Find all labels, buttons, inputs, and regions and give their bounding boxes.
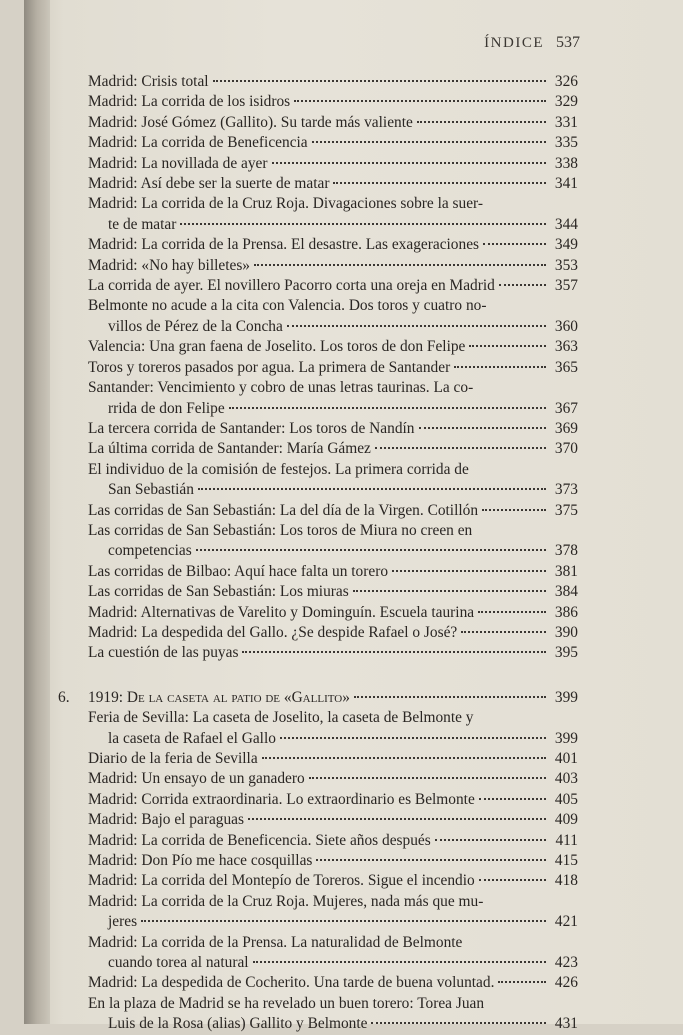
book-spine xyxy=(24,0,50,1024)
leader-dots xyxy=(461,631,546,633)
toc-entry-line xyxy=(88,871,578,891)
entry-text: Madrid: La despedida del Gallo. ¿Se despide Rafael o José? xyxy=(88,623,458,641)
entry-text: Madrid: Don Pío me hace cosquillas xyxy=(88,852,313,870)
leader-dots xyxy=(454,366,546,368)
toc-entry-line xyxy=(88,541,578,561)
leader-dots xyxy=(229,407,546,409)
toc-entry xyxy=(88,92,578,112)
leader-dots xyxy=(196,549,546,551)
toc-entry xyxy=(88,643,578,663)
entry-text: Madrid: Un ensayo de un ganadero xyxy=(88,770,305,788)
toc-entry-line xyxy=(88,113,578,133)
toc-entry-line xyxy=(88,729,578,749)
toc-entry-line xyxy=(88,419,578,439)
entry-text: Madrid: José Gómez (Gallito). Su tarde más valiente xyxy=(88,113,413,131)
leader-dots xyxy=(272,162,547,164)
entry-page-number: 369 xyxy=(554,419,578,437)
toc-entry xyxy=(88,439,578,459)
toc-entry-line xyxy=(88,174,578,194)
entry-page-number: 331 xyxy=(554,113,578,131)
entry-page-number: 386 xyxy=(554,603,578,621)
toc-entry xyxy=(88,871,578,891)
entry-page-number: 418 xyxy=(554,872,578,890)
toc-entry xyxy=(88,419,578,439)
toc-entry-line xyxy=(88,215,578,235)
entry-text: Madrid: Alternativas de Varelito y Dominguín. Escuela taurina xyxy=(88,603,475,621)
toc-entry-line xyxy=(88,337,578,357)
leader-dots xyxy=(479,798,546,800)
toc-entry-line xyxy=(88,953,578,973)
toc-entry xyxy=(88,623,578,643)
toc-entry-line xyxy=(88,133,578,153)
entry-page-number: 409 xyxy=(554,811,578,829)
entry-page-number: 365 xyxy=(554,358,578,376)
leader-dots xyxy=(242,651,546,653)
toc-entry-line xyxy=(88,769,578,789)
leader-dots xyxy=(141,920,546,922)
toc-entry-line xyxy=(88,296,578,316)
toc-entry-line xyxy=(88,1014,578,1034)
leader-dots xyxy=(482,509,546,511)
toc-entry xyxy=(88,892,578,933)
entry-page-number: 390 xyxy=(554,623,578,641)
leader-dots xyxy=(198,488,546,490)
entry-text: Las corridas de Bilbao: Aquí hace falta un torero xyxy=(88,562,389,580)
entry-text: Madrid: Corrida extraordinaria. Lo extraordinario es Belmonte xyxy=(88,790,475,808)
toc-entry-line xyxy=(88,378,578,398)
toc-entry xyxy=(88,194,578,235)
toc-entry xyxy=(88,933,578,974)
toc-entry-line xyxy=(88,154,578,174)
leader-dots xyxy=(435,839,546,841)
entry-text: Madrid: La corrida de los isidros xyxy=(88,93,291,111)
entry-text: San Sebastián xyxy=(108,481,194,499)
header-page-number: 537 xyxy=(556,34,580,51)
entry-text: Madrid: La corrida de Beneficencia. Siete años después xyxy=(88,831,431,849)
entry-text: Madrid: La despedida de Cocherito. Una tarde de buena voluntad. xyxy=(88,974,495,992)
entry-text: El individuo de la comisión de festejos. La primera corrida de xyxy=(88,460,469,478)
entry-page-number: 329 xyxy=(554,93,578,111)
entry-text: Las corridas de San Sebastián: Los miuras xyxy=(88,583,349,601)
entry-text: Las corridas de San Sebastián: Los toros de Miura no creen en xyxy=(88,521,473,539)
toc-entry-line xyxy=(88,235,578,255)
toc-entry xyxy=(88,603,578,623)
toc-entry-line xyxy=(88,892,578,912)
entry-text: En la plaza de Madrid se ha revelado un buen torero: Torea Juan xyxy=(88,994,485,1012)
entry-text: Madrid: Así debe ser la suerte de matar xyxy=(88,175,330,193)
toc-entry-line xyxy=(88,72,578,92)
leader-dots xyxy=(354,696,546,698)
entry-page-number: 401 xyxy=(554,750,578,767)
entry-page-number: 381 xyxy=(554,562,578,580)
leader-dots xyxy=(180,223,546,225)
toc-entry xyxy=(88,562,578,582)
entry-text: Madrid: La corrida de la Prensa. La naturalidad de Belmonte xyxy=(88,933,463,951)
leader-dots xyxy=(262,757,546,759)
leader-dots xyxy=(479,879,546,881)
header-title: ÍNDICE xyxy=(484,35,544,51)
toc-entry xyxy=(88,276,578,296)
toc-entry-line xyxy=(88,399,578,419)
entry-text: La última corrida de Santander: María Gámez xyxy=(88,440,371,458)
entry-text: la caseta de Rafael el Gallo xyxy=(108,729,276,747)
entry-text: Madrid: La novillada de ayer xyxy=(88,154,268,172)
toc-entry-line xyxy=(88,317,578,337)
toc-entry-line xyxy=(88,708,578,728)
entry-text: Madrid: «No hay billetes» xyxy=(88,256,250,274)
entry-text: La cuestión de las puyas xyxy=(88,644,239,662)
leader-dots xyxy=(469,345,546,347)
toc-entry xyxy=(88,296,578,337)
entry-text: rrida de don Felipe xyxy=(108,399,225,417)
leader-dots xyxy=(333,182,546,184)
entry-page-number: 375 xyxy=(554,501,578,519)
entry-page-number: 403 xyxy=(554,770,578,788)
toc-entry xyxy=(88,790,578,810)
table-of-contents xyxy=(58,72,578,1035)
toc-entry-line xyxy=(88,92,578,112)
toc-entry-line xyxy=(88,810,578,830)
leader-dots xyxy=(353,590,546,592)
toc-entry-line xyxy=(88,749,578,769)
toc-entry-line xyxy=(88,643,578,663)
entry-page-number: 335 xyxy=(554,134,578,152)
leader-dots xyxy=(419,427,547,429)
entry-text: Valencia: Una gran faena de Joselito. Los toros de don Felipe xyxy=(88,338,466,356)
entry-text: competencias xyxy=(108,542,192,560)
toc-entry xyxy=(88,769,578,789)
toc-entry xyxy=(88,133,578,153)
entry-page-number: 431 xyxy=(554,1015,578,1033)
leader-dots xyxy=(253,961,546,963)
entry-text: jeres xyxy=(108,913,138,931)
entry-page-number: 395 xyxy=(554,644,578,662)
entry-text: Feria de Sevilla: La caseta de Joselito, la caseta de Belmonte y xyxy=(88,709,474,727)
entry-text: La tercera corrida de Santander: Los toros de Nandín xyxy=(88,419,415,437)
toc-entry-line xyxy=(88,912,578,932)
toc-entry xyxy=(88,521,578,562)
entry-text: Diario de la feria de Sevilla xyxy=(88,750,258,767)
entry-page-number: 399 xyxy=(554,729,578,747)
entry-page-number: 411 xyxy=(555,831,578,849)
toc-entry-line xyxy=(88,480,578,500)
toc-entry xyxy=(88,460,578,501)
toc-entry xyxy=(88,378,578,419)
leader-dots xyxy=(254,264,546,266)
entry-text: cuando torea al natural xyxy=(108,954,249,972)
entry-page-number: 363 xyxy=(554,338,578,356)
toc-entry-line xyxy=(88,623,578,643)
toc-entry-line xyxy=(88,460,578,480)
toc-entry xyxy=(88,708,578,749)
toc-entry xyxy=(88,973,578,993)
toc-entry xyxy=(88,154,578,174)
leader-dots xyxy=(280,737,546,739)
entry-text: Toros y toreros pasados por agua. La primera de Santander xyxy=(88,358,451,376)
entry-text: te de matar xyxy=(108,215,177,233)
entry-page-number: 405 xyxy=(554,790,578,808)
entry-text: Santander: Vencimiento y cobro de unas letras taurinas. La co- xyxy=(88,379,474,397)
leader-dots xyxy=(312,141,546,143)
toc-entry-line xyxy=(88,194,578,214)
toc-entry xyxy=(88,582,578,602)
chapter-number: 6. xyxy=(58,688,70,706)
entry-text: Las corridas de San Sebastián: La del día de la Virgen. Cotillón xyxy=(88,501,479,519)
entry-page-number: 378 xyxy=(554,542,578,560)
toc-entry-line xyxy=(88,851,578,871)
entry-text: Madrid: La corrida de la Prensa. El desastre. Las exageraciones xyxy=(88,236,480,254)
entry-page-number: 338 xyxy=(554,154,578,172)
entry-text: villos de Pérez de la Concha xyxy=(108,317,283,335)
leader-dots xyxy=(294,100,546,102)
toc-entry xyxy=(88,831,578,851)
leader-dots xyxy=(498,981,546,983)
chapter-heading xyxy=(58,688,578,708)
entry-page-number: 344 xyxy=(554,215,578,233)
entry-page-number: 423 xyxy=(554,954,578,972)
entry-page-number: 357 xyxy=(554,277,578,295)
toc-section-2 xyxy=(88,708,578,1035)
toc-entry xyxy=(88,358,578,378)
toc-entry-line xyxy=(88,256,578,276)
entry-text: Madrid: La corrida de la Cruz Roja. Divagaciones sobre la suer- xyxy=(88,195,484,213)
entry-page-number: 415 xyxy=(554,852,578,870)
toc-entry-line xyxy=(88,582,578,602)
toc-entry-line xyxy=(88,790,578,810)
toc-entry-line xyxy=(88,973,578,993)
toc-entry xyxy=(88,337,578,357)
chapter-title: 1919: De la caseta al patio de «Gallito» xyxy=(88,688,350,706)
toc-entry-line xyxy=(88,358,578,378)
leader-dots xyxy=(287,325,546,327)
toc-entry xyxy=(88,174,578,194)
entry-text: Madrid: La corrida del Montepío de Toreros. Sigue el incendio xyxy=(88,872,475,890)
entry-text: Madrid: Bajo el paraguas xyxy=(88,811,244,829)
toc-section-1 xyxy=(88,72,578,664)
leader-dots xyxy=(309,777,546,779)
entry-text: Madrid: Crisis total xyxy=(88,73,209,90)
entry-page-number: 341 xyxy=(554,175,578,193)
toc-entry-line xyxy=(88,276,578,296)
entry-page-number: 384 xyxy=(554,583,578,601)
leader-dots xyxy=(316,859,546,861)
toc-entry-line xyxy=(88,994,578,1014)
toc-entry xyxy=(88,749,578,769)
toc-entry-line xyxy=(88,501,578,521)
leader-dots xyxy=(478,611,546,613)
toc-entry xyxy=(88,810,578,830)
entry-text: Madrid: La corrida de Beneficencia xyxy=(88,134,308,152)
entry-page-number: 421 xyxy=(554,913,578,931)
toc-entry xyxy=(88,113,578,133)
toc-entry-line xyxy=(88,603,578,623)
entry-page-number: 367 xyxy=(554,399,578,417)
leader-dots xyxy=(213,80,546,82)
entry-page-number: 353 xyxy=(554,256,578,274)
toc-entry-line xyxy=(88,439,578,459)
leader-dots xyxy=(417,121,546,123)
leader-dots xyxy=(499,284,546,286)
toc-entry-line xyxy=(88,521,578,541)
leader-dots xyxy=(392,570,546,572)
entry-page-number: 349 xyxy=(554,236,578,254)
entry-text: Luis de la Rosa (alias) Gallito y Belmonte xyxy=(108,1015,368,1033)
entry-text: Madrid: La corrida de la Cruz Roja. Mujeres, nada más que mu- xyxy=(88,892,484,910)
chapter-page: 399 xyxy=(554,688,578,706)
toc-entry xyxy=(88,501,578,521)
entry-text: Belmonte no acude a la cita con Valencia. Dos toros y cuatro no- xyxy=(88,297,487,315)
entry-page-number: 360 xyxy=(554,317,578,335)
toc-entry-line xyxy=(88,562,578,582)
running-header xyxy=(484,34,580,52)
entry-text: La corrida de ayer. El novillero Pacorro corta una oreja en Madrid xyxy=(88,277,495,295)
entry-page-number: 373 xyxy=(554,481,578,499)
toc-entry-line xyxy=(88,831,578,851)
leader-dots xyxy=(248,818,546,820)
toc-entry xyxy=(88,851,578,871)
toc-entry xyxy=(88,72,578,92)
leader-dots xyxy=(375,447,546,449)
entry-page-number: 426 xyxy=(554,974,578,992)
leader-dots xyxy=(483,243,546,245)
toc-entry xyxy=(88,994,578,1035)
toc-entry-line xyxy=(88,933,578,953)
entry-page-number: 326 xyxy=(554,73,578,90)
toc-entry xyxy=(88,235,578,255)
toc-entry xyxy=(88,256,578,276)
entry-page-number: 370 xyxy=(554,440,578,458)
